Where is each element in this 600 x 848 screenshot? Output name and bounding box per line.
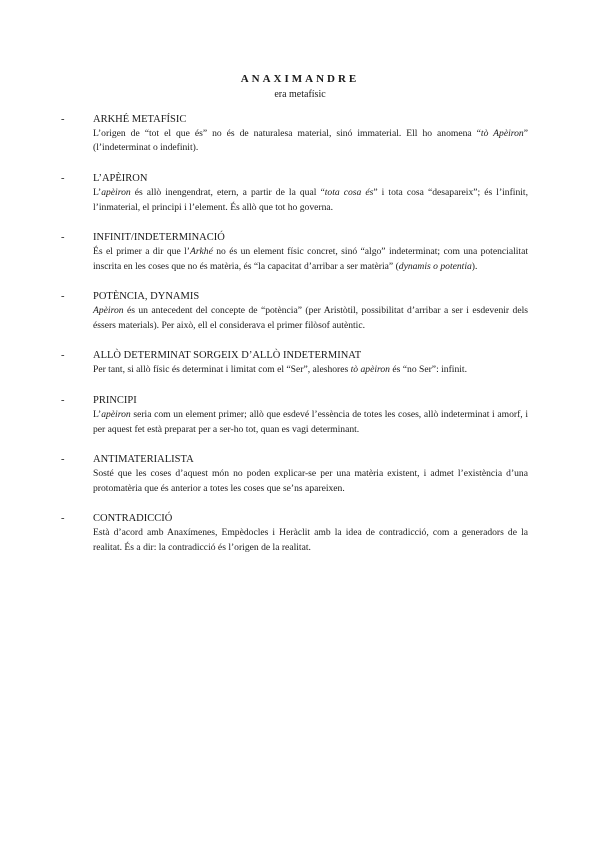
section-body <box>93 363 528 377</box>
section-heading: CONTRADICCIÓ <box>93 513 173 525</box>
italic-term: Apèiron <box>93 305 124 317</box>
list-bullet-dash: - <box>61 114 65 125</box>
section-heading: ALLÒ DETERMINAT SORGEIX D’ALLÒ INDETERMINAT <box>93 350 362 362</box>
sections-list <box>61 112 528 570</box>
list-bullet-dash: - <box>61 173 65 185</box>
page-subtitle: era metafísic <box>274 89 326 100</box>
text-run: Sosté que les coses d’aquest món no poden explicar-se per una matèria existent, i admet l’existència d’una protomatèria que és anterior a totes les coses que se’ns apareixen. <box>93 468 528 494</box>
section-body <box>93 245 528 274</box>
text-run: ” i tota cosa “desapareix”; és l’infinit, l’inmaterial, el principi i l’element. És allò que tot ho governa. <box>93 187 528 213</box>
section-body <box>93 304 528 333</box>
italic-term: tota cosa és <box>324 187 374 199</box>
italic-term: dynamis o potentia <box>398 260 472 272</box>
italic-term: tò Apèiron <box>480 128 524 139</box>
text-run: Està d’acord amb Anaxímenes, Empèdocles i Heràclit amb la idea de contradicció, com a generadors de la realitat. És a dir: la contradicció és l’origen de la realitat. <box>93 527 528 553</box>
list-bullet-dash: - <box>61 395 65 407</box>
list-item <box>61 393 528 437</box>
italic-term: apèiron <box>101 409 131 421</box>
list-item <box>61 171 528 215</box>
section-body <box>93 408 528 437</box>
text-run: ” (l’indeterminat o indefinit). <box>93 128 528 154</box>
section-heading: L’APÈIRON <box>93 173 148 185</box>
text-run: ). <box>471 260 478 272</box>
text-run: L’origen de “tot el que és” no és de naturalesa material, sinó immaterial. Ell ho anomena “ <box>93 128 481 139</box>
list-bullet-dash: - <box>61 232 65 244</box>
section-body <box>93 526 528 555</box>
text-run: Per tant, si allò físic és determinat i limitat com el “Ser”, aleshores <box>93 364 351 376</box>
list-item <box>61 452 528 496</box>
list-item <box>61 230 528 274</box>
list-item <box>61 289 528 333</box>
section-heading: POTÈNCIA, DYNAMIS <box>93 291 200 303</box>
list-item <box>61 511 528 555</box>
list-bullet-dash: - <box>61 350 65 362</box>
text-run: És el primer a dir que l’ <box>93 246 190 258</box>
list-bullet-dash: - <box>61 291 65 303</box>
section-heading: ANTIMATERIALISTA <box>93 454 194 466</box>
list-item <box>61 348 528 377</box>
section-body <box>93 467 528 496</box>
section-heading: ARKHÉ METAFÍSIC <box>93 114 187 125</box>
section-heading: PRINCIPI <box>93 395 137 407</box>
list-bullet-dash: - <box>61 513 65 525</box>
italic-term: tò apèiron <box>350 364 390 376</box>
text-run: és un antecedent del concepte de “potència” (per Aristòtil, possibilitat d’arribar a ser i esdevenir dels éssers materials). Per això, ell el considerava el primer filòsof autèntic. <box>93 305 528 331</box>
list-item <box>61 112 528 156</box>
section-body <box>93 127 528 156</box>
italic-term: Arkhé <box>189 246 213 258</box>
page-title: ANAXIMANDRE <box>240 73 360 85</box>
text-run: L’ <box>93 409 102 421</box>
section-body <box>93 186 528 215</box>
text-run: és “no Ser”: infinit. <box>389 364 467 376</box>
section-heading: INFINIT/INDETERMINACIÓ <box>93 232 225 244</box>
italic-term: apèiron <box>101 187 131 199</box>
text-run: no és un element físic concret, sinó “algo” indeterminat; com una potencialitat inscrita en les coses que no és matèria, és “la capacitat d’arribar a ser matèria” ( <box>93 246 528 272</box>
list-bullet-dash: - <box>61 454 65 466</box>
text-run: seria com un element primer; allò que esdevé l’essència de totes les coses, allò indeterminat i amorf, i per aquest fet està preparat per a ser-ho tot, quan es vagi determinant. <box>93 409 528 435</box>
text-run: L’ <box>93 187 102 199</box>
text-run: és allò inengendrat, etern, a partir de la qual “ <box>130 187 325 199</box>
